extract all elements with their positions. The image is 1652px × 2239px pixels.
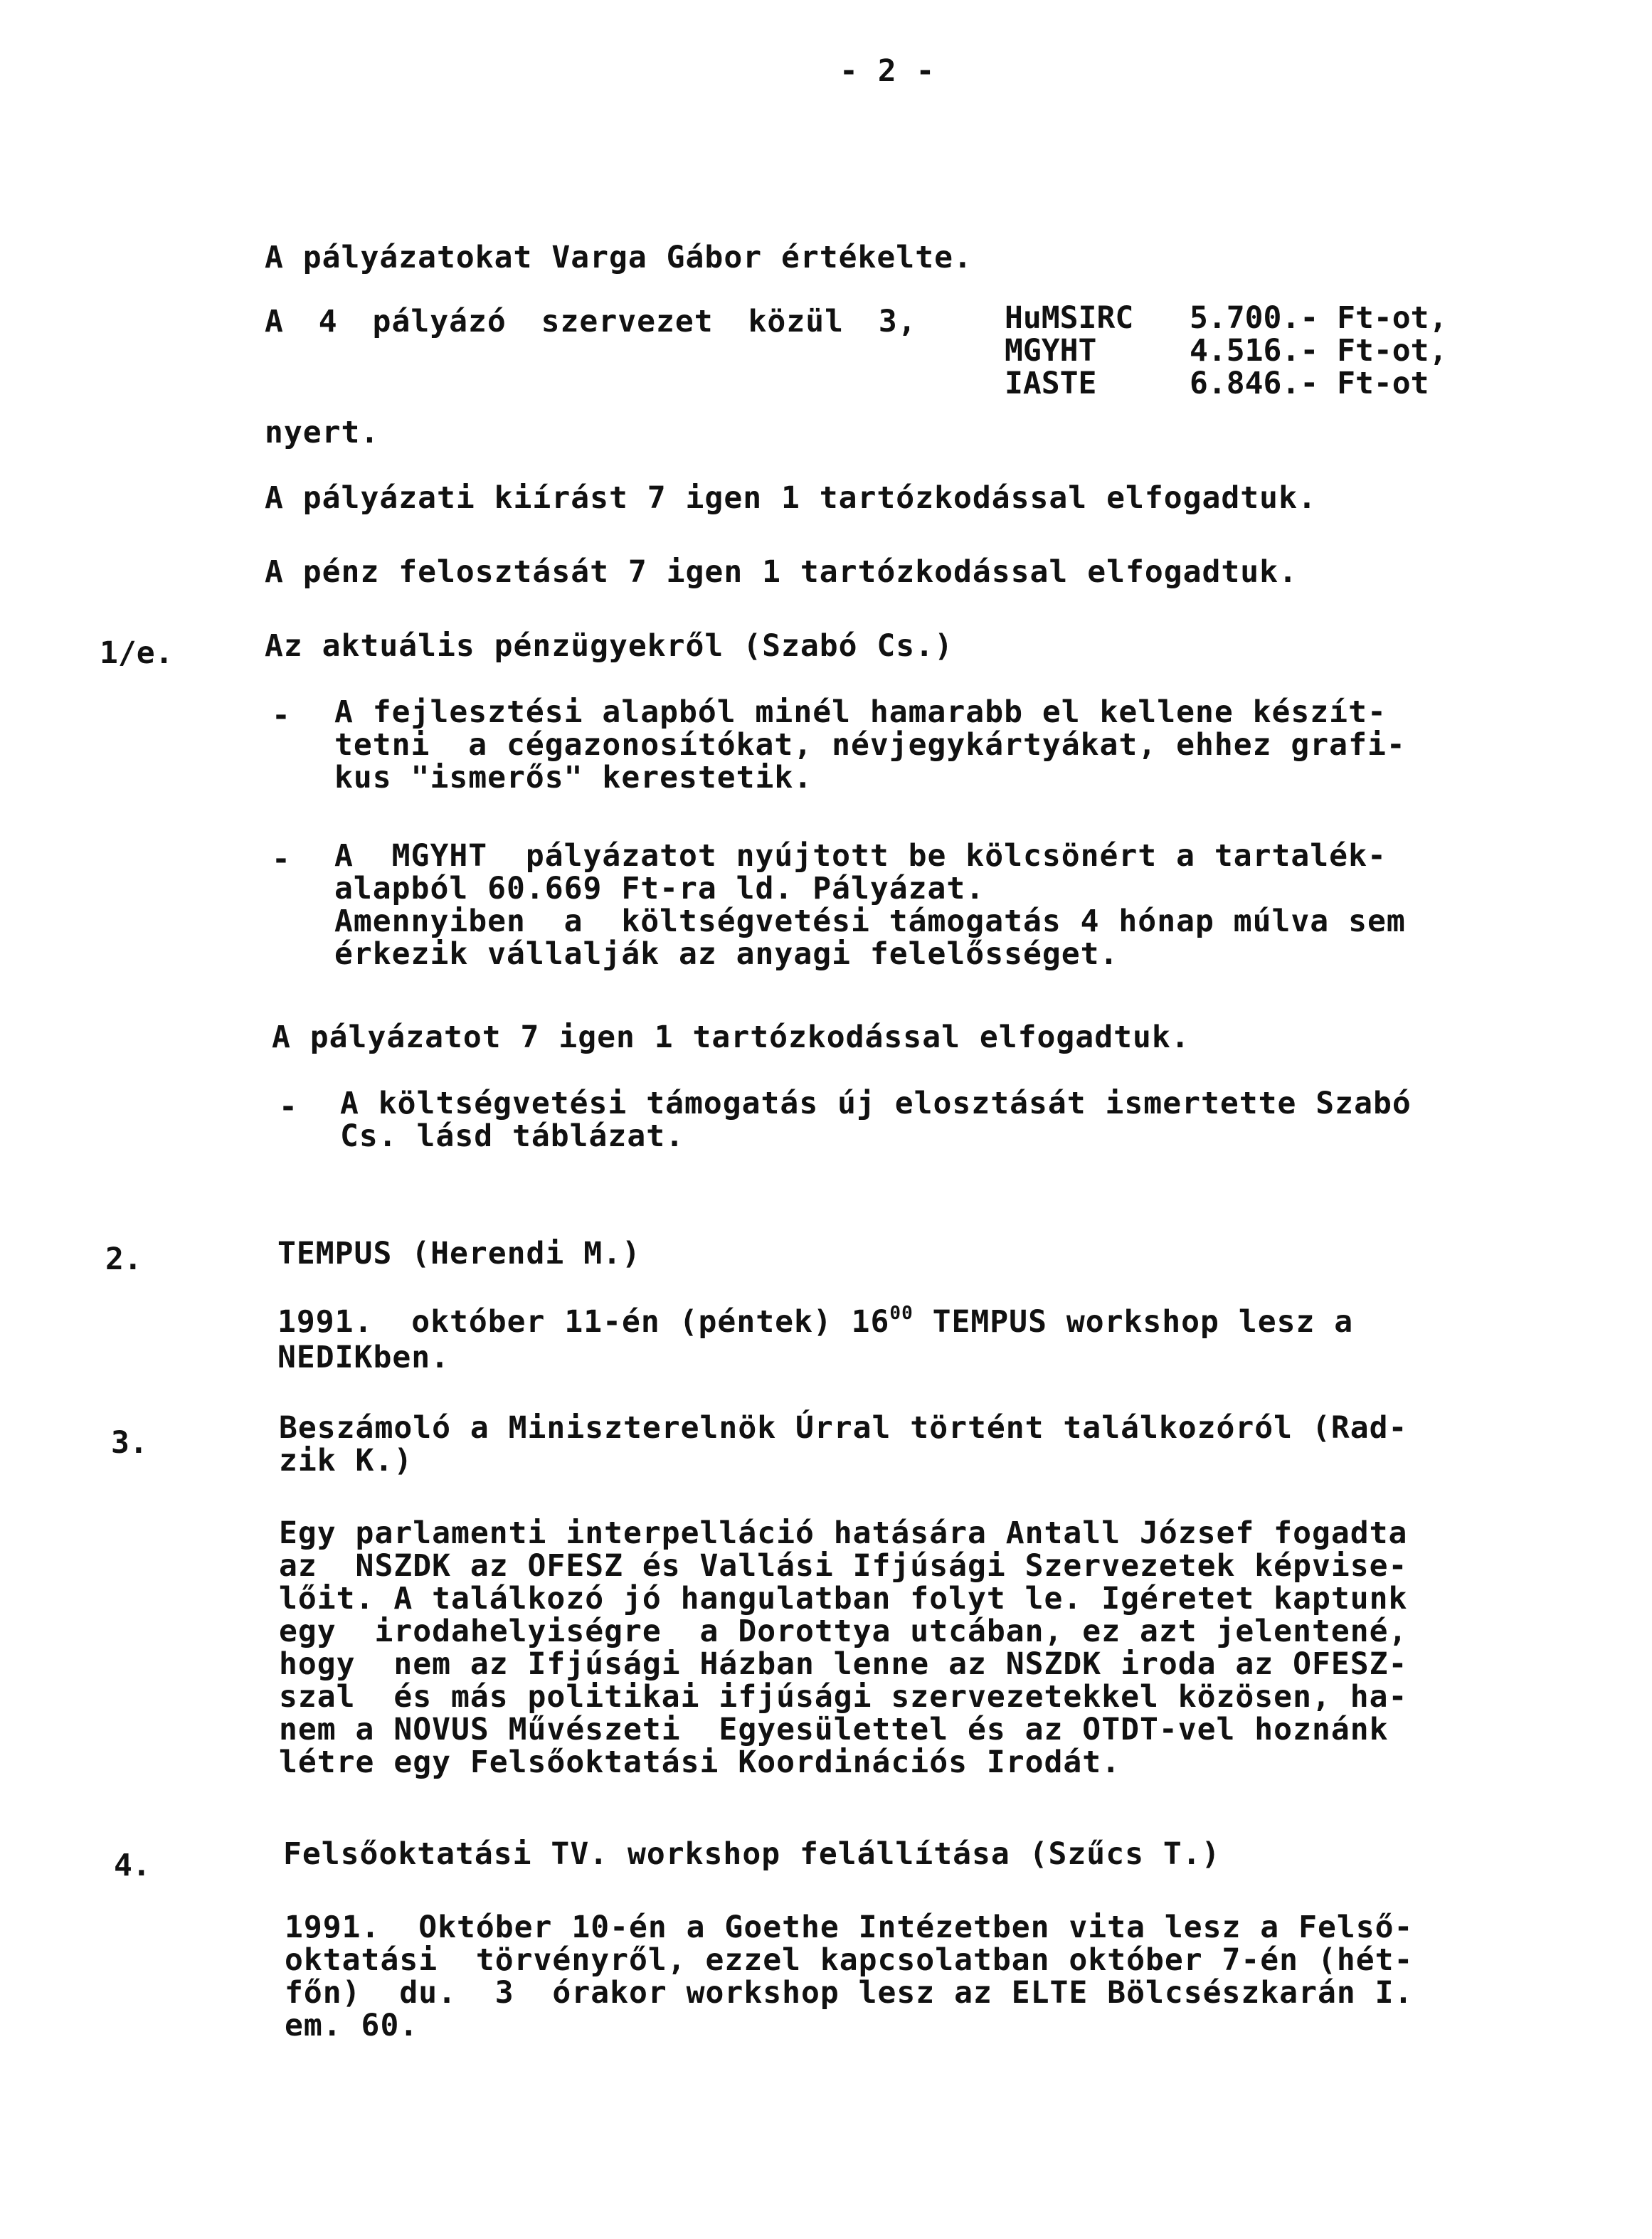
winner-amount: 4.516.- Ft-ot,: [1190, 333, 1448, 369]
winners-outro: nyert.: [265, 415, 380, 450]
section-title: Az aktuális pénzügyekről (Szabó Cs.): [265, 628, 953, 664]
body-text: 1991. október 11-én (péntek) 16: [277, 1304, 890, 1340]
bullet-dash: -: [272, 698, 291, 734]
bullet-text: A fejlesztési alapból minél hamarabb el kellene készít- tetni a cégazonosítókat, névjegykártyákat, ehhez grafi- kus "ismerős" kerestetik.: [334, 694, 1406, 795]
section-title: TEMPUS (Herendi M.): [277, 1236, 641, 1271]
winner-row: [1005, 302, 1447, 334]
section-body: Egy parlamenti interpelláció hatására Antall József fogadta az NSZDK az OFESZ és Vallási Ifjúsági Szervezetek képvise- lőit. A találkozó jó hangulatban folyt le. Igéretet kaptunk egy irodahelyiségre a Dorottya utcában, ez azt jelentené, hogy nem az Ifjúsági Házban lenne az NSZDK iroda az OFESZ- szal és más politikai ifjúsági szervezetekkel közösen, ha- nem a NOVUS Művészeti Egyesülettel és az OTDT-vel hoznánk létre egy Felsőoktatási Koordinációs Irodát.: [279, 1515, 1408, 1780]
winners-intro: A 4 pályázó szervezet közül 3,: [265, 304, 917, 339]
section-title: Beszámoló a Miniszterelnök Úrral történt találkozóról (Rad- zik K.): [279, 1410, 1408, 1478]
bullet-text: A MGYHT pályázatot nyújtott be kölcsönért a tartalék- alapból 60.669 Ft-ra ld. Pályázat. Amennyiben a költségvetési támogatás 4 hónap múlva sem érkezik vállalják az anyagi felelősséget.: [334, 838, 1406, 972]
bullet-dash: -: [272, 842, 291, 877]
bullet-text: A költségvetési támogatás új elosztását ismertette Szabó Cs. lásd táblázat.: [340, 1086, 1412, 1154]
winner-amount: 6.846.- Ft-ot: [1190, 366, 1429, 401]
winner-amount: 5.700.- Ft-ot,: [1190, 300, 1448, 336]
section-number: 3.: [111, 1425, 148, 1461]
winner-row: [1005, 334, 1447, 367]
vote-line: A pályázatot 7 igen 1 tartózkodással elfogadtuk.: [272, 1020, 1190, 1055]
winner-org: HuMSIRC: [1005, 300, 1134, 336]
section-body: [277, 1302, 1353, 1342]
section-number: 2.: [105, 1242, 142, 1277]
vote-call-line: A pályázati kiírást 7 igen 1 tartózkodással elfogadtuk.: [265, 480, 1317, 516]
bullet-dash: -: [279, 1089, 298, 1125]
section-number: 4.: [114, 1848, 151, 1883]
section-title: Felsőoktatási TV. workshop felállítása (Szűcs T.): [283, 1836, 1221, 1872]
section-body: NEDIKben.: [277, 1340, 450, 1375]
section-body: 1991. Október 10-én a Goethe Intézetben vita lesz a Felső- oktatási törvényről, ezzel kapcsolatban október 7-én (hét- főn) du. 3 órakor workshop lesz az ELTE Bölcsészkarán I. em. 60.: [285, 1910, 1414, 2043]
winners-table: [1005, 302, 1447, 400]
body-text: TEMPUS workshop lesz a: [913, 1304, 1354, 1340]
page-number: - 2 -: [840, 53, 936, 89]
superscript-time: 00: [889, 1303, 914, 1324]
winner-row: [1005, 367, 1447, 400]
evaluation-line: A pályázatokat Varga Gábor értékelte.: [265, 240, 973, 275]
winner-org: MGYHT: [1005, 333, 1097, 369]
section-number: 1/e.: [100, 635, 174, 671]
vote-money-line: A pénz felosztását 7 igen 1 tartózkodással elfogadtuk.: [265, 554, 1298, 590]
winner-org: IASTE: [1005, 366, 1097, 401]
